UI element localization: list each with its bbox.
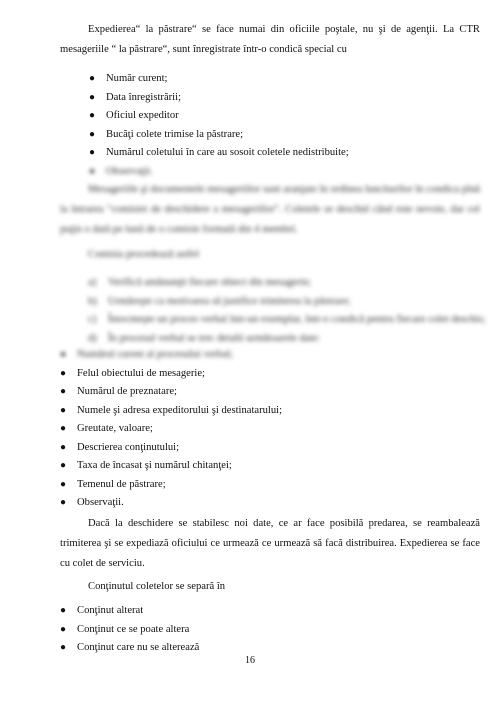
- bullet-icon: ●: [89, 147, 96, 158]
- list-item: ● Descrierea conţinutului;: [77, 439, 282, 458]
- list-item: ● Numele şi adresa expeditorului şi destinatarului;: [77, 402, 282, 421]
- list-item: c) Întocmeşte un proces verbal într-un exemplar, într-o condică pentru fiecare colet deschis;: [88, 314, 486, 325]
- list-item: ● Bucăţi colete trimise la păstrare;: [106, 126, 349, 145]
- list-item: ● Numărul curent al procesului verbal;: [77, 346, 282, 365]
- list-item: ● Numărul de preznatare;: [77, 383, 282, 402]
- commission-heading: Comisia procedează astfel: [88, 249, 200, 260]
- bullet-icon: ●: [89, 165, 96, 177]
- list-item: ● Temenul de păstrare;: [77, 476, 282, 495]
- list-item: ● Greutate, valoare;: [77, 420, 282, 439]
- list-item: ● Observaţii.: [106, 163, 349, 182]
- list-item: d) În procesul verbal se trec detalii următoarele date:: [88, 332, 321, 344]
- intro-paragraph: Expedierea“ la păstrare“ se face numai din oficiile poştale, nu şi de agenţii. La CTR mesageriile “ la păstrare“, sunt înregistrate într-o condică special cu: [60, 24, 480, 55]
- bullet-icon: ●: [60, 441, 67, 453]
- bullet-icon: ●: [60, 460, 67, 471]
- bullet-icon: ●: [60, 605, 67, 616]
- list-item: ● Conţinut alterat: [77, 602, 199, 621]
- bullet-icon: ●: [60, 497, 67, 508]
- bullet-icon: ●: [60, 423, 67, 434]
- bullet-icon: ●: [89, 73, 96, 84]
- list-item: ● Oficiul expeditor: [106, 107, 349, 126]
- list-item: ● Taxa de încasat şi numărul chitanţei;: [77, 457, 282, 476]
- bullet-icon: ●: [60, 478, 67, 490]
- bullet-icon: ●: [60, 386, 67, 397]
- list-item: ● Felul obiectului de mesagerie;: [77, 365, 282, 384]
- bullet-icon: ●: [60, 349, 67, 360]
- commission-steps-list: [88, 274, 486, 348]
- list-item: ● Conţinut care nu se alterează: [77, 639, 199, 658]
- bullet-icon: ●: [89, 128, 96, 140]
- list-item: a) Verifică amănunţit fiecare obiect din mesagerie;: [88, 277, 312, 288]
- reopening-paragraph: Dacă la deschidere se stabilesc noi date, ce ar face posibilă predarea, se reambalează trimiterea şi se expediază oficiului ce urmează ce urmează să facă distribuirea. Expedierea se face cu colet de serviciu.: [60, 518, 480, 569]
- list-item: ● Conţinut ce se poate altera: [77, 621, 199, 640]
- page-number: 16: [245, 655, 255, 666]
- list-item: ● Numărul coletului în care au sosoit coletele nedistribuite;: [106, 144, 349, 163]
- list-item: ● Data înregistrării;: [106, 89, 349, 108]
- bullet-icon: ●: [60, 642, 67, 653]
- bullet-icon: ●: [60, 623, 67, 635]
- register-fields-list: [89, 70, 349, 181]
- contents-categories-list: [60, 602, 200, 658]
- report-fields-list: [60, 346, 283, 513]
- contents-paragraph: Conţinutul coletelor se separă în: [88, 581, 226, 592]
- bullet-icon: ●: [89, 91, 96, 103]
- list-item: ● Număr curent;: [106, 70, 349, 89]
- list-item: b) Urmăreşte ca motivarea să justifice trimiterea la păstrare;: [88, 295, 351, 307]
- bullet-icon: ●: [89, 110, 96, 121]
- storage-paragraph: Mesageriile şi documentele mesageriilor sunt aranjate în ordinea lunciturilor în condica pînă la întrarea "comisiei de deschidere a mesageriilor". Coletele se deschid când este nevoie, dar cel puţin o dată pe lună de o comisie formată din 4 membri.: [60, 184, 480, 235]
- bullet-icon: ●: [60, 404, 67, 416]
- bullet-icon: ●: [60, 367, 67, 379]
- list-item: ● Observaţii.: [77, 494, 282, 513]
